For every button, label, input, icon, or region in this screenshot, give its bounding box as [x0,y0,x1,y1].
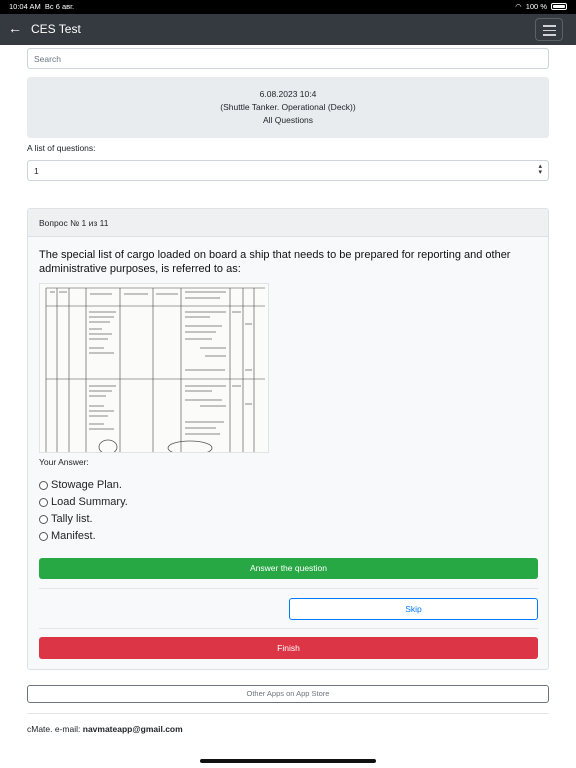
test-info-panel [27,77,549,138]
select-arrows-icon: ▴ ▾ [538,163,542,176]
question-card [27,208,549,670]
divider [39,588,538,589]
test-scope: All Questions [262,115,314,125]
wifi-icon: ◠ [515,2,522,11]
answer-option-label: Tally list. [51,513,93,525]
app-title: CES Test [31,22,81,36]
your-answer-label: Your Answer: [39,457,89,467]
divider [39,628,538,629]
answer-option-label: Manifest. [51,530,96,542]
battery-label: 100 % [525,2,547,11]
footer-prefix: cMate. e-mail: [27,724,81,734]
test-category: (Shuttle Tanker. Operational (Deck)) [220,102,356,112]
question-select[interactable] [27,160,549,181]
answer-option[interactable] [39,513,93,525]
search-input[interactable]: Search [27,48,549,69]
answer-option-label: Stowage Plan. [51,479,122,491]
answer-option[interactable] [39,496,128,508]
footer-contact [27,724,183,734]
status-right [515,2,567,11]
radio-button[interactable] [39,481,48,490]
cargo-document-image [39,283,269,453]
status-bar [0,0,576,14]
skip-button[interactable]: Skip [289,598,538,620]
question-select-value: 1 [34,166,39,176]
home-indicator[interactable] [200,759,376,763]
question-text: The special list of cargo loaded on board a ship that needs to be prepared for reporting and other administrative purposes, is referred to as: [39,249,511,275]
radio-button[interactable] [39,498,48,507]
other-apps-button[interactable]: Other Apps on App Store [27,685,549,703]
question-counter: Вопрос № 1 из 11 [28,209,548,237]
question-list-label: A list of questions: [27,143,96,153]
answer-button[interactable]: Answer the question [39,558,538,579]
radio-button[interactable] [39,532,48,541]
footer-email-link[interactable]: navmateapp@gmail.com [82,724,183,734]
answer-option[interactable] [39,479,122,491]
answer-option-label: Load Summary. [51,496,128,508]
hamburger-icon[interactable] [535,18,563,41]
back-icon[interactable]: ← [8,20,22,36]
status-time: 10:04 AM Вс 6 авг. [9,2,75,11]
radio-button[interactable] [39,515,48,524]
footer-divider [27,713,549,714]
top-navbar [0,14,576,45]
finish-button[interactable]: Finish [39,637,538,659]
answer-option[interactable] [39,530,96,542]
battery-icon [551,3,567,10]
test-date: 6.08.2023 10:4 [259,89,317,99]
